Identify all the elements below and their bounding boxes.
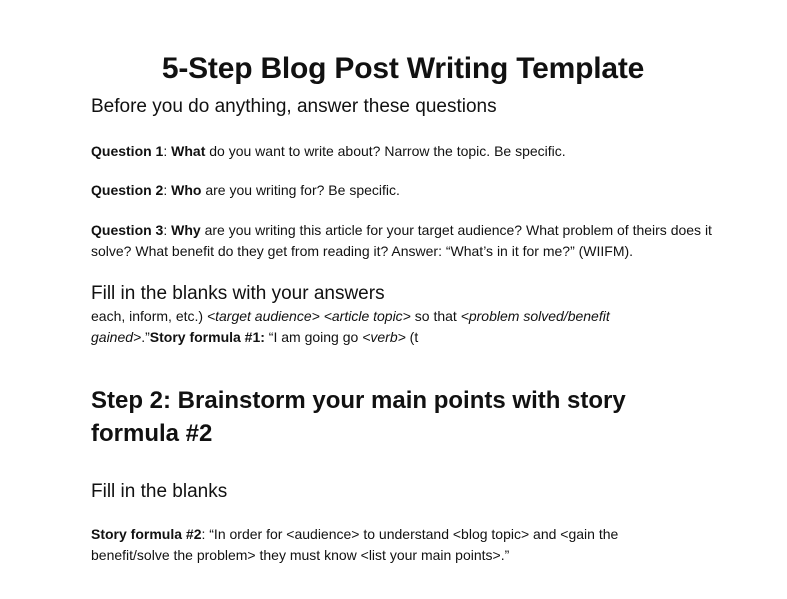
question-3-sep: : xyxy=(163,222,172,238)
formula-2-label: Story formula #2 xyxy=(91,526,202,542)
formula-1-blank-topic: <article topic> xyxy=(323,308,411,324)
question-2-text: are you writing for? Be specific. xyxy=(201,182,400,198)
formula-1-label: Story formula #1: xyxy=(149,329,265,345)
question-1-keyword: What xyxy=(171,143,206,159)
formula-1-text: “I am going go xyxy=(264,329,363,345)
formula-2-text: : “In order for <audience> to understand <blog topic> and <gain the benefit/solve the problem> they must know <list your main points>.” xyxy=(91,526,619,563)
document-title: 5-Step Blog Post Writing Template xyxy=(161,52,645,85)
formula-1-text: (t xyxy=(405,329,419,345)
question-2-keyword: Who xyxy=(171,182,202,198)
fill-blanks-heading: Fill in the blanks with your answers xyxy=(91,283,385,304)
formula-1-blank-verb: <verb> xyxy=(362,329,406,345)
formula-1-text: each, inform, etc.) xyxy=(91,308,207,324)
question-2-label: Question 2 xyxy=(91,182,164,198)
question-2-sep: : xyxy=(163,182,172,198)
intro-heading: Before you do anything, answer these questions xyxy=(91,96,497,117)
formula-1-blank-audience: <target audience> xyxy=(206,308,320,324)
formula-1-blank-benefit: <problem solved/benefit gained> xyxy=(91,308,610,345)
question-1-text: do you want to write about? Narrow the topic. Be specific. xyxy=(205,143,566,159)
story-formula-2 xyxy=(91,524,671,566)
question-3-label: Question 3 xyxy=(91,222,164,238)
question-3 xyxy=(91,220,719,262)
question-3-text: are you writing this article for your target audience? What problem of theirs does it solve? What benefit do they get from reading it? Answer: “What’s in it for me?” (WIIFM). xyxy=(91,222,712,259)
story-formula-1 xyxy=(91,306,651,348)
question-1 xyxy=(91,141,711,162)
question-1-sep: : xyxy=(163,143,172,159)
step-2-heading: Step 2: Brainstorm your main points with story formula #2 xyxy=(91,387,626,447)
formula-1-text: so that xyxy=(410,308,461,324)
question-2 xyxy=(91,180,711,201)
question-1-label: Question 1 xyxy=(91,143,164,159)
question-3-keyword: Why xyxy=(171,222,201,238)
fill-blanks-heading-2: Fill in the blanks xyxy=(91,481,228,502)
formula-1-text: .” xyxy=(141,329,150,345)
